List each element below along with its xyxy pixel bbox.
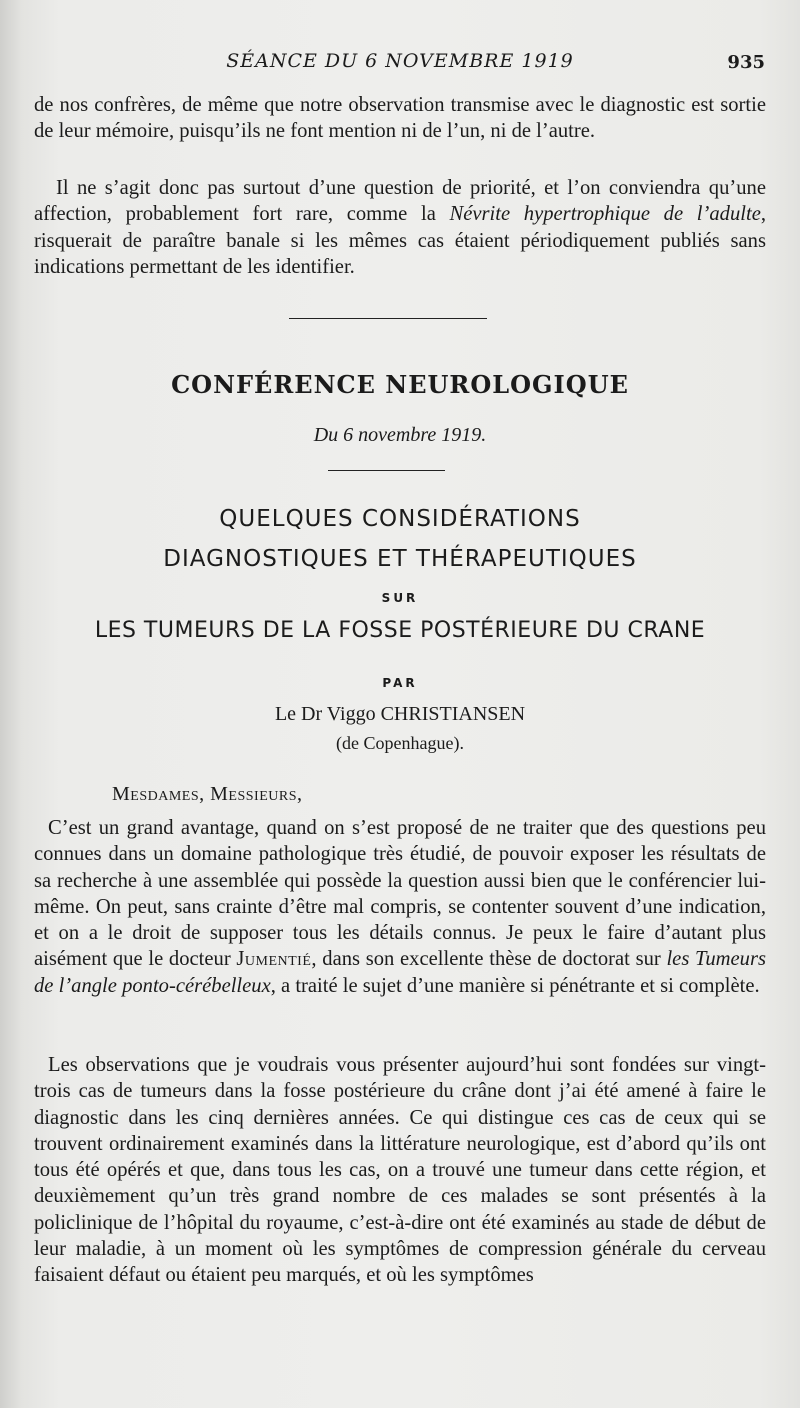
body-text-1b: , dans son excellente thèse de doctorat sur	[311, 948, 667, 971]
article-title-line-1: QUELQUES CONSIDÉRATIONS	[219, 506, 581, 532]
carryover-paragraph-1	[34, 92, 766, 145]
cited-author-name: Jumentié	[236, 948, 312, 971]
carryover-text-1: de nos confrères, de même que notre observation transmise avec le diagnostic est sortie de leur mémoire, puisqu’ils ne font mention ni de l’un, ni de l’autre.	[34, 94, 766, 143]
article-title-line-2: DIAGNOSTIQUES ET THÉRAPEUTIQUES	[163, 546, 637, 572]
running-title: SÉANCE DU 6 NOVEMBRE 1919	[226, 50, 574, 72]
carryover-italic-term: Névrite hypertrophique de l’adulte	[449, 203, 761, 226]
article-par: PAR	[382, 676, 418, 690]
body-text-1a: C’est un grand avantage, quand on s’est proposé de ne traiter que des questions peu connues dans un domaine pathologique très étudié, de pouvoir exposer les résultats de sa recherche à une assemblée qui possède la question aussi bien que le conférencier lui-même. On peut, sans crainte d’être mal compris, se contenter souvent d’une indication, et on a le droit de supposer tous les détails connus. Je peux le faire d’autant plus aisément que le docteur	[34, 817, 766, 971]
author-place: (de Copenhague).	[336, 733, 464, 753]
page-header	[0, 50, 800, 80]
author-name: Le Dr Viggo CHRISTIANSEN	[274, 703, 526, 725]
conference-date: Du 6 novembre 1919.	[313, 424, 487, 446]
carryover-paragraph-2	[34, 175, 766, 280]
title-divider	[328, 470, 445, 471]
carryover-text-2b: , risquerait de paraître banale si les mêmes cas étaient périodiquement publiés sans indications permettant de les identifier.	[34, 203, 766, 278]
section-divider	[289, 318, 487, 319]
page-number: 935	[727, 52, 765, 73]
body-paragraph-1	[34, 815, 766, 999]
article-title-line-3: LES TUMEURS DE LA FOSSE POSTÉRIEURE DU CRANE	[94, 618, 706, 643]
conference-title: CONFÉRENCE NEUROLOGIQUE	[171, 370, 629, 399]
salutation: Mesdames, Messieurs,	[112, 783, 303, 805]
body-paragraph-2	[34, 1052, 766, 1289]
cited-thesis-title: les Tumeurs de l’angle ponto-cérébelleux	[34, 948, 766, 997]
body-text-1c: , a traité le sujet d’une manière si pénétrante et si complète.	[270, 974, 760, 997]
article-sur: SUR	[381, 591, 419, 605]
body-text-2: Les observations que je voudrais vous présenter aujourd’hui sont fondées sur vingt-trois cas de tumeurs dans la fosse postérieure du crâne dont j’ai été amené à faire le diagnostic dans les cinq dernières années. Ce qui distingue ces cas de ceux qui se trouvent ordinairement examinés dans la littérature neurologique, est d’abord qu’ils ont tous été opérés et que, dans tous les cas, on a trouvé une tumeur dans cette région, et deuxièmement qu’un très grand nombre de ces malades se sont présentés à la policlinique de l’hôpital du royaume, c’est-à-dire ont été examinés au stade de début de leur maladie, à un moment où les symptômes de compression générale du cerveau faisaient défaut ou étaient peu marqués, et où les symptômes	[34, 1054, 766, 1287]
carryover-text-2a: Il ne s’agit donc pas surtout d’une question de priorité, et l’on conviendra qu’une affection, probablement fort rare, comme la	[34, 177, 766, 226]
